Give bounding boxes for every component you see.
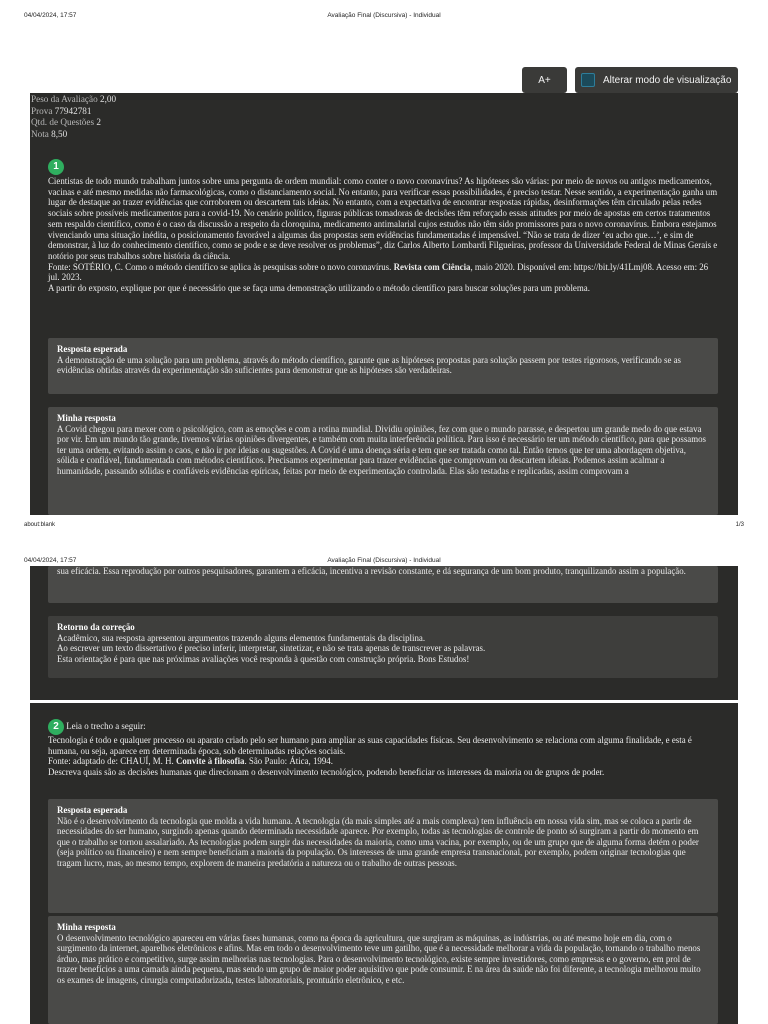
question-2-card — [30, 703, 738, 1024]
expected-answer-box — [48, 799, 718, 913]
question-2-text: Tecnologia é todo e qualquer processo ou aparato criado pelo ser humano para ampliar as suas capacidades físicas. Seu desenvolvimento se relaciona com alguma finalidade, e esta é humana, ou seja, aparece em determinada época, sob determinadas relações sociais. — [48, 735, 692, 756]
font-size-label: A+ — [538, 74, 551, 86]
question-2-source: Fonte: adaptado de: CHAUÍ, M. H. Convite à filosofia. São Paulo: Ática, 1994. — [48, 756, 333, 767]
my-answer-text: O desenvolvimento tecnológico apareceu em várias fases humanas, como na época da agricultura, que surgiram as máquinas, as indústrias, ou até mesmo hoje em dia, com o surgimento da internet, aparelhos eletrônicos e afins. Mas em todo o desenvolvimento teve um gatilho, que é a necessidade melhorar a vida da população, tornando o trabalho menos árduo, mas prático e competitivo, surge assim melhorias nas tecnologias. Para o desenvolvimento tecnológico, existe sempre investidores, como empresas e o governo, em prol de trazer benefícios a uma camada ainda pequena, mas sendo um grupo de maior poder aquisitivo que pode consumir. E na área da saúde não foi diferente, a tecnologia melhorou muito os exames de imagens, cirurgia computadorizada, testes laboratoriais, prontuário eletrônico, e etc. — [57, 932, 701, 985]
question-1-text: Cientistas de todo mundo trabalham juntos sobre uma pergunta de ordem mundial: como conter o novo coronavírus? As hipóteses são várias: por meio de novos ou antigos medicamentos, vacinas e até mesmo medidas não farmacológicas, como o distanciamento social. No entanto, para verificar essas possibilidades, é preciso testar. Nesse sentido, a experimentação ganha um lugar de destaque ao trazer evidências que corroborem ou descartem tais ideias. No entanto, com a expectativa de encontrar respostas rápidas, desinformações têm circulado pelas redes sociais sobre possíveis medicamentos para a covid-19. No cenário político, figuras públicas tomadoras de decisões têm reforçado essas atitudes por meio de apostas em certos tratamentos sem respaldo científico, como é o caso da discussão a respeito da cloroquina, medicamento antimalarial cujos estudos não têm sido promissores para o novo coronavírus. Embora estejamos vivenciando uma situação inédita, o posicionamento favorável a algumas das propostas sem evidências fundamentadas é impensável. “Não se trata de dizer ‘eu acho que…’, e sim de demonstrar, à luz do conhecimento científico, como se pode e se deve resolver os problemas”, diz Carlos Alberto Lombardi Filgueiras, professor da Universidade Federal de Minas Gerais e notório por seus trabalhos sobre história da ciência. — [48, 176, 718, 261]
question-number-badge: 1 — [48, 159, 64, 175]
expected-answer-title: Resposta esperada — [57, 344, 128, 354]
correction-feedback-line: Esta orientação é para que nas próximas avaliações você responda à questão com construção própria. Bons Estudos! — [57, 653, 470, 664]
summary-qtd: Qtd. de Questões 2 — [31, 117, 101, 127]
my-answer-title: Minha resposta — [57, 413, 116, 423]
question-1-prompt: A partir do exposto, explique por que é necessário que se faça uma demonstração utilizando o método científico para buscar soluções para um problema. — [48, 283, 590, 294]
expected-answer-text: Não é o desenvolvimento da tecnologia que molda a vida humana. A tecnologia (da mais simples até a mais complexa) tem influência em nossa vida sim, mas se coloca a partir de necessidades do ser humano, surgindo apenas quando determinada necessidade aparece. Por exemplo, todas as tecnologias de controle de ponto só surgiram a partir do momento em que o trabalho se tornou assalariado. As tecnologias podem surgir das necessidades da maioria, como uma vacina, por exemplo, ou de um grupo que de alguma forma detém o poder (seja político ou financeiro) e nem sempre beneficiam a maioria da população. Os interesses de uma grande empresa transnacional, por exemplo, podem originar tecnologias que tragam lucro, mas, ao mesmo tempo, explorem de maneira predatória a natureza ou o trabalho de outras pessoas. — [57, 815, 699, 868]
summary-peso: Peso da Avaliação 2,00 — [31, 94, 117, 104]
my-answer-title: Minha resposta — [57, 922, 116, 932]
correction-feedback-box — [48, 616, 718, 678]
print-title: Avaliação Final (Discursiva) - Individual — [327, 12, 441, 19]
print-page-number: 1/3 — [735, 522, 744, 528]
my-answer-text-continued: sua eficácia. Essa reprodução por outros pesquisadores, garantem a eficácia, incentiva a revisão constante, e dá segurança de um bom produto, tranquilizando assim a população. — [57, 566, 686, 576]
toolbar — [0, 67, 768, 93]
question-1-card — [30, 143, 738, 515]
question-number-badge: 2 — [48, 719, 64, 735]
my-answer-box — [48, 916, 718, 1024]
assessment-summary — [30, 93, 738, 145]
print-date: 04/04/2024, 17:57 — [24, 557, 77, 564]
correction-feedback-line: Acadêmico, sua resposta apresentou argumentos trazendo alguns elementos fundamentais da disciplina. — [57, 632, 426, 643]
print-footer — [0, 522, 768, 534]
view-mode-label: Alterar modo de visualização — [603, 74, 732, 86]
font-size-button[interactable] — [522, 67, 567, 93]
print-url: about:blank — [24, 522, 56, 528]
question-2-prompt: Descreva quais são as decisões humanas que direcionam o desenvolvimento tecnológico, podendo beneficiar os interesses da maioria ou de grupos de poder. — [48, 767, 605, 778]
my-answer-text: A Covid chegou para mexer com o psicológico, com as emoções e com a rotina mundial. Dividiu opiniões, fez com que o mundo parasse, e despertou um grande medo do que estava por vir. Em um mundo tão grande, tivemos várias opiniões divergentes, e também com muita interferência política. Para isso é necessário ter um método científico, para que possamos ter uma ordem, evitando assim o caos, e não ir por ideias ou sugestões. A Covid é uma doença séria e tem que ser tratada como tal. Então temos que ter uma abordagem objetiva, sólida e confiável, fundamentada com métodos científicos. Precisamos experimentar para trazer evidências que comprovam ou descartem ideias. Podemos assim acalmar a humanidade, passando sólidas e confiáveis evidências epíricas, feitas por meio de experimentação controlada. Elas são testadas e replicadas, assim comprovam a — [57, 423, 707, 476]
correction-feedback-title: Retorno da correção — [57, 622, 135, 632]
my-answer-box — [48, 407, 718, 515]
print-header — [0, 0, 768, 20]
my-answer-box-continued — [48, 566, 718, 603]
summary-prova: Prova 77942781 — [31, 105, 92, 116]
question-2-body — [48, 719, 720, 778]
question-1-body — [48, 159, 720, 294]
expected-answer-box — [48, 338, 718, 394]
print-title: Avaliação Final (Discursiva) - Individual — [327, 557, 441, 564]
question-2-lead: Leia o trecho a seguir: — [66, 721, 146, 732]
question-1-source: Fonte: SOTÉRIO, C. Como o método científico se aplica às pesquisas sobre o novo coronavírus. Revista com Ciência, maio 2020. Disponível em: https://bit.ly/41Lmj08. Acesso em: 26 jul. 2023. — [48, 261, 709, 283]
view-mode-icon — [581, 73, 595, 87]
correction-feedback-line: Ao escrever um texto dissertativo é preciso inferir, interpretar, sintetizar, e não se trata apenas de transcrever as palavras. — [57, 643, 486, 653]
question-1-card-continued — [30, 566, 738, 700]
print-header-page-2 — [0, 545, 768, 565]
expected-answer-text: A demonstração de uma solução para um problema, através do método científico, garante que as hipóteses propostas para solução passem por testes rigorosos, verificando se as evidências obtidas através da experimentação são suficientes para demonstrar que as hipóteses são verdadeiras. — [57, 354, 682, 375]
print-date: 04/04/2024, 17:57 — [24, 12, 77, 19]
summary-nota: Nota 8,50 — [31, 128, 68, 139]
view-mode-button[interactable] — [575, 67, 738, 93]
expected-answer-title: Resposta esperada — [57, 805, 128, 815]
